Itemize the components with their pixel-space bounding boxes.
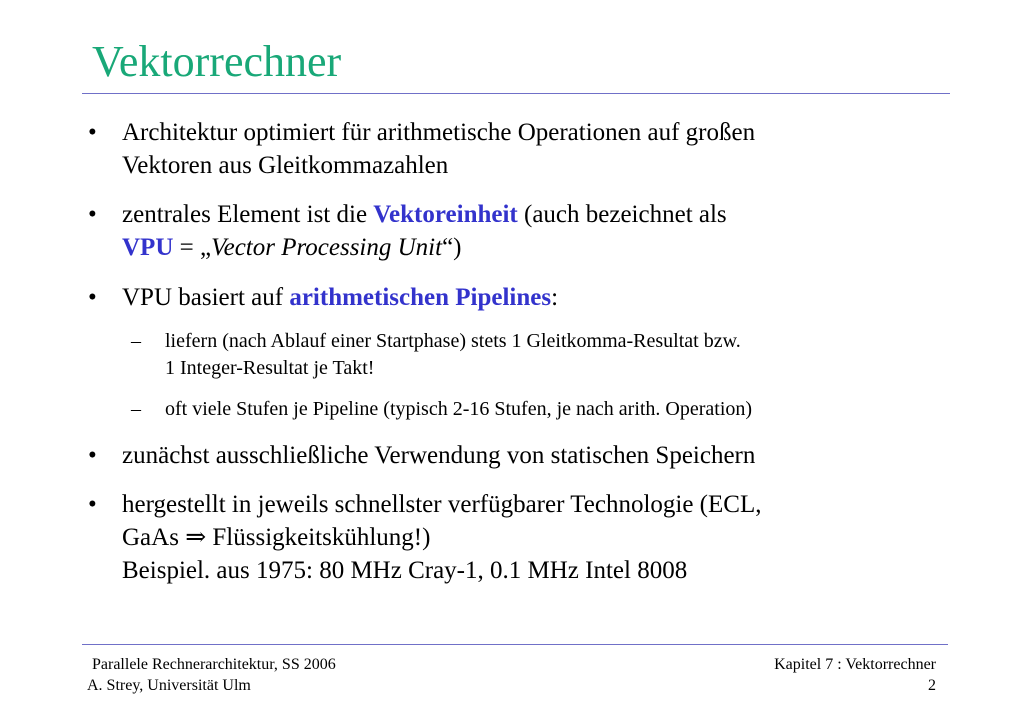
bullet-text: Beispiel. aus 1975: 80 MHz Cray-1, 0.1 MHz Intel 8008 <box>122 557 688 584</box>
bullet-text: zunächst ausschließliche Verwendung von statischen Speichern <box>122 442 756 469</box>
bullet-text: VPU basiert auf <box>122 284 290 311</box>
subbullet-text: liefern (nach Ablauf einer Startphase) stets 1 Gleitkomma-Resultat bzw. <box>165 330 741 352</box>
footer-chapter: Kapitel 7 : Vektorrechner <box>774 656 936 673</box>
highlight-term: Vektoreinheit <box>373 201 518 228</box>
bullet-text: : <box>551 284 559 311</box>
subbullet-stages <box>131 396 941 423</box>
bullet-architecture <box>88 116 938 182</box>
bullet-text: “) <box>442 234 462 261</box>
bullet-text: Architektur optimiert für arithmetische Operationen auf großen <box>122 119 756 146</box>
bullet-text: Vektoren aus Gleitkommazahlen <box>122 152 449 179</box>
slide-title: Vektorrechner <box>92 37 342 86</box>
bullet-pipelines <box>88 281 938 314</box>
bullet-text: hergestellt in jeweils schnellster verfügbarer Technologie (ECL, <box>122 491 762 518</box>
bullet-text: = „ <box>173 234 212 261</box>
bullet-text: (auch bezeichnet als <box>517 201 727 228</box>
bullet-static-memory <box>88 439 938 472</box>
highlight-term: arithmetischen Pipelines <box>289 284 552 311</box>
footer-course: Parallele Rechnerarchitektur, SS 2006 <box>92 656 336 673</box>
subbullet-marker: – <box>131 330 141 352</box>
footer-divider <box>82 644 948 645</box>
title-divider <box>82 93 950 94</box>
subbullet-text: 1 Integer-Resultat je Takt! <box>165 357 375 379</box>
subbullet-results <box>131 328 941 382</box>
bullet-marker: • <box>88 491 97 518</box>
bullet-marker: • <box>88 442 97 469</box>
bullet-text: GaAs <box>122 524 186 551</box>
bullet-marker: • <box>88 284 97 311</box>
footer-page-number: 2 <box>928 677 936 694</box>
subbullet-marker: – <box>131 398 141 420</box>
bullet-vector-unit <box>88 198 938 264</box>
bullet-technology <box>88 488 938 587</box>
footer-author: A. Strey, Universität Ulm <box>87 677 251 694</box>
bullet-marker: • <box>88 119 97 146</box>
highlight-term: VPU <box>122 234 174 261</box>
subbullet-text: oft viele Stufen je Pipeline (typisch 2-16 Stufen, je nach arith. Operation) <box>165 398 753 420</box>
implies-arrow-icon: ⇒ <box>185 524 207 551</box>
bullet-marker: • <box>88 201 97 228</box>
italic-term: Vector Processing Unit <box>211 234 443 261</box>
bullet-text: zentrales Element ist die <box>122 201 374 228</box>
bullet-text: Flüssigkeitskühlung!) <box>206 524 431 551</box>
